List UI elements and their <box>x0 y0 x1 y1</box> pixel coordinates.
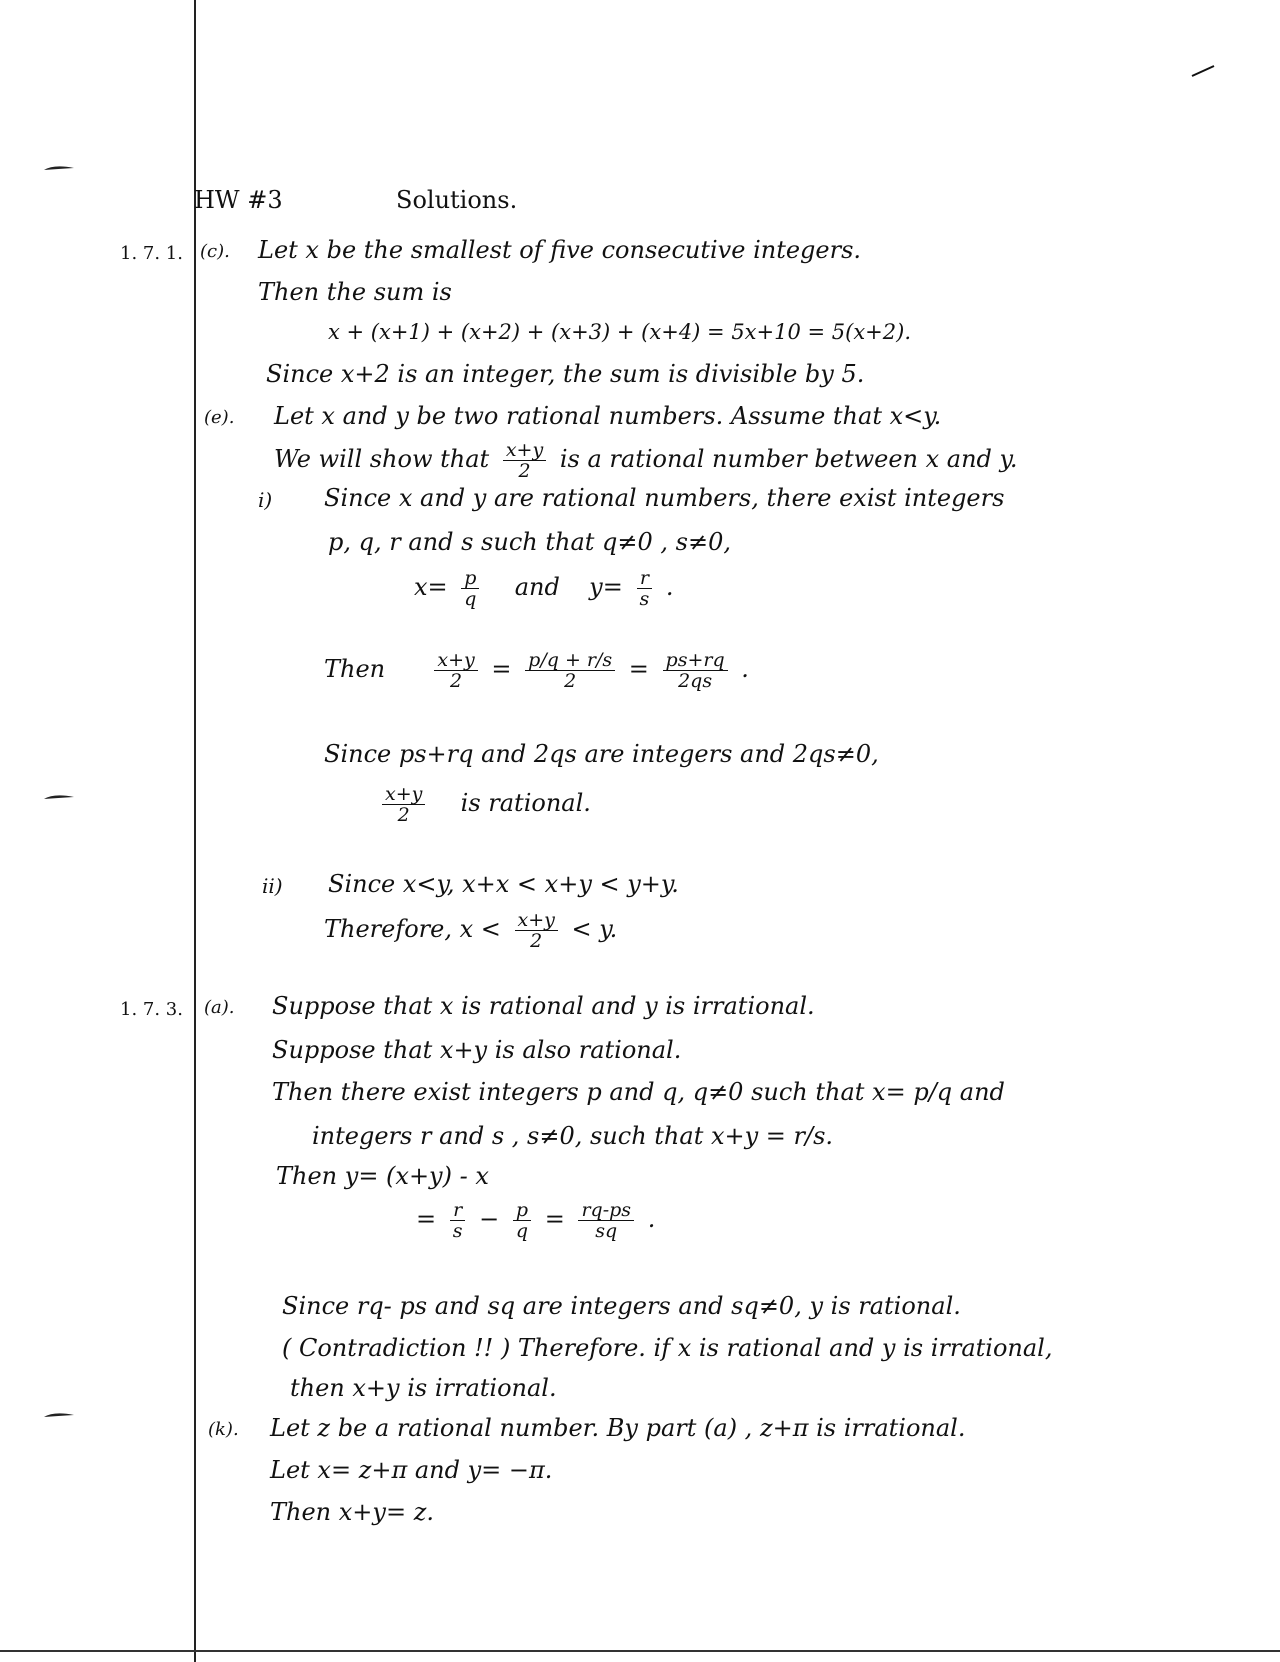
denominator: 2 <box>397 804 410 826</box>
part-label-c: (c). <box>200 241 230 262</box>
text-line: then x+y is irrational. <box>290 1374 557 1402</box>
problem-label-1-7-1: 1. 7. 1. <box>120 243 183 264</box>
fraction <box>382 784 425 825</box>
text-line: Then the sum is <box>258 278 452 306</box>
text-line: ( Contradiction !! ) Therefore. if x is rational and y is irrational, <box>282 1334 1053 1362</box>
text: and <box>514 573 560 601</box>
text: Therefore, x < <box>324 915 501 943</box>
fraction <box>525 650 615 691</box>
page-title: Solutions. <box>396 186 518 214</box>
problem-label-1-7-3: 1. 7. 3. <box>120 999 183 1020</box>
text: . <box>665 573 674 601</box>
part-label-e: (e). <box>204 407 235 428</box>
denominator: 2qs <box>678 670 713 692</box>
numerator: x+y <box>503 440 546 461</box>
text: is rational. <box>460 789 591 817</box>
equals-sign: = <box>491 655 512 683</box>
text-line: Suppose that x is rational and y is irrational. <box>272 992 815 1020</box>
equals-sign: = <box>628 655 649 683</box>
denominator: 2 <box>450 670 463 692</box>
text: < y. <box>571 915 618 943</box>
punch-hole-mark-1 <box>44 164 74 172</box>
hw-number: HW #3 <box>194 186 283 214</box>
equation-line: x + (x+1) + (x+2) + (x+3) + (x+4) = 5x+10 = 5(x+2). <box>328 320 912 344</box>
numerator: x+y <box>434 650 477 671</box>
fraction <box>636 568 652 609</box>
text-line: Since x<y, x+x < x+y < y+y. <box>328 870 679 898</box>
text-line: Since rq- ps and sq are integers and sq≠0, y is rational. <box>282 1292 961 1320</box>
text-line-with-fraction <box>274 440 1018 481</box>
bottom-rule <box>0 1650 1280 1652</box>
equation-y-fraction <box>416 1200 655 1241</box>
text: . <box>647 1205 656 1233</box>
equals-sign: = <box>544 1205 565 1233</box>
fraction <box>578 1200 634 1241</box>
fraction <box>515 910 558 951</box>
denominator: s <box>639 588 650 610</box>
fraction <box>461 568 479 609</box>
numerator: x+y <box>515 910 558 931</box>
text-line: integers r and s , s≠0, such that x+y = r/s. <box>312 1122 834 1150</box>
text-line: Then there exist integers p and q, q≠0 such that x= p/q and <box>272 1078 1005 1106</box>
text-line: Let x and y be two rational numbers. Assume that x<y. <box>274 402 942 430</box>
text: is a rational number between x and y. <box>559 445 1018 473</box>
text-line: Let x be the smallest of five consecutive integers. <box>258 236 862 264</box>
text-line: Since x+2 is an integer, the sum is divisible by 5. <box>266 360 865 388</box>
text: y= <box>589 573 623 601</box>
denominator: q <box>464 588 477 610</box>
denominator: sq <box>595 1220 618 1242</box>
equals-sign: = <box>416 1205 437 1233</box>
text: x= <box>414 573 448 601</box>
rational-line <box>376 784 591 825</box>
sub-label-i: i) <box>258 488 273 512</box>
numerator: p/q + r/s <box>525 650 615 671</box>
denominator: 2 <box>530 930 543 952</box>
text-line: Suppose that x+y is also rational. <box>272 1036 682 1064</box>
punch-hole-mark-2 <box>44 793 74 801</box>
text-line: Then x+y= z. <box>270 1498 434 1526</box>
margin-line <box>194 0 196 1662</box>
minus-sign: − <box>479 1205 500 1233</box>
numerator: r <box>637 568 652 589</box>
text-line: Let x= z+π and y= −π. <box>270 1456 553 1484</box>
fraction <box>450 1200 466 1241</box>
fraction <box>513 1200 531 1241</box>
sub-label-ii: ii) <box>262 874 283 898</box>
numerator: r <box>450 1200 465 1221</box>
text-line: Then y= (x+y) - x <box>276 1162 489 1190</box>
equation-xy-definitions <box>414 568 674 609</box>
fraction <box>503 440 546 481</box>
punch-hole-mark-3 <box>44 1411 74 1419</box>
denominator: q <box>515 1220 529 1242</box>
text-line: p, q, r and s such that q≠0 , s≠0, <box>328 528 731 556</box>
numerator: rq-ps <box>578 1200 634 1221</box>
equation-then <box>324 650 749 691</box>
fraction <box>663 650 728 691</box>
denominator: s <box>452 1220 463 1242</box>
therefore-line <box>324 910 617 951</box>
text-line: Since x and y are rational numbers, there exist integers <box>324 484 1005 512</box>
denominator: 2 <box>518 460 531 482</box>
numerator: x+y <box>382 784 425 805</box>
numerator: p <box>461 568 479 589</box>
numerator: ps+rq <box>663 650 728 671</box>
text: We will show that <box>274 445 490 473</box>
numerator: p <box>513 1200 531 1221</box>
text: Then <box>324 655 386 683</box>
fraction <box>434 650 477 691</box>
check-mark-icon <box>1190 64 1216 78</box>
text-line: Since ps+rq and 2qs are integers and 2qs≠0, <box>324 740 879 768</box>
text-line: Let z be a rational number. By part (a) , z+π is irrational. <box>270 1414 966 1442</box>
part-label-k: (k). <box>208 1419 239 1440</box>
part-label-a: (a). <box>204 997 235 1018</box>
text: . <box>741 655 749 683</box>
denominator: 2 <box>564 670 577 692</box>
